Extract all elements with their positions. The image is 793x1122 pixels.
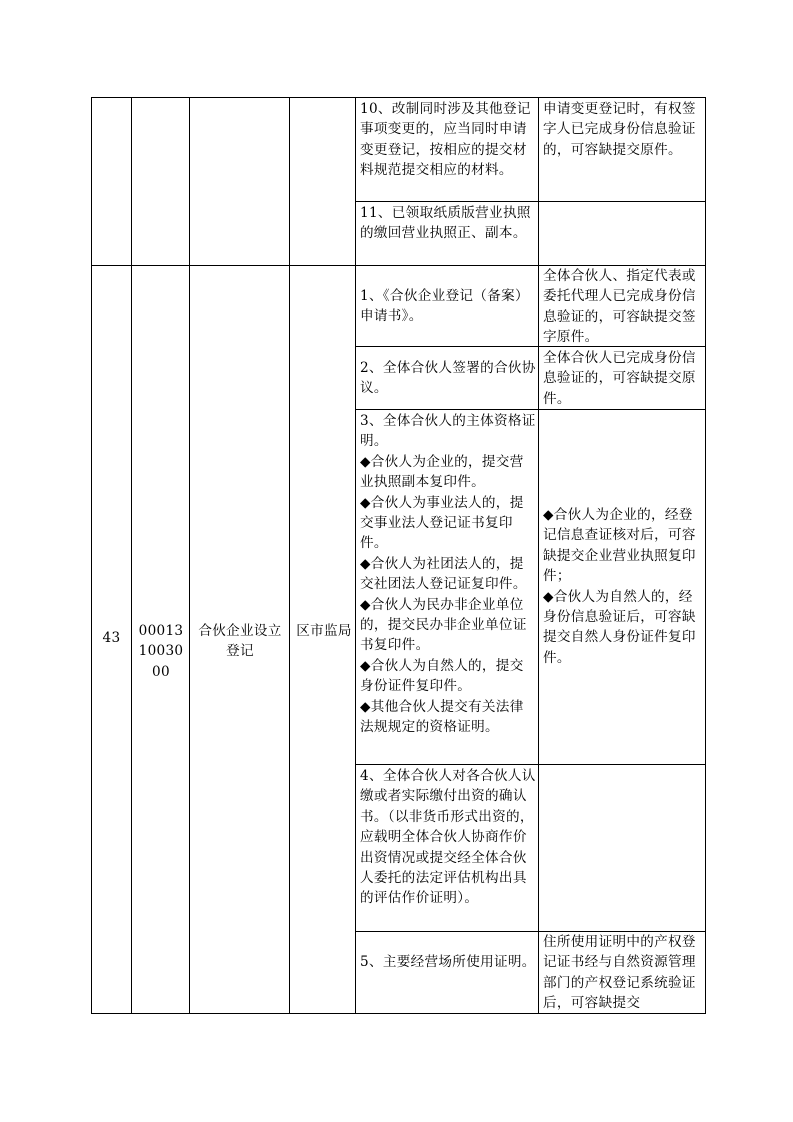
note-line: ◆合伙人为企业的，经登记信息查证核对后，可容缺提交企业营业执照复印件；: [543, 507, 696, 585]
note-cell: 全体合伙人已完成身份信息验证的，可容缺提交原件。: [543, 350, 696, 407]
item-name: 合伙企业设立登记: [198, 623, 282, 660]
note-cell: 申请变更登记时，有权签字人已完成身份信息验证的，可容缺提交原件。: [543, 101, 696, 158]
material-cell: 11、已领取纸质版营业执照的缴回营业执照正、副本。: [360, 205, 531, 242]
material-line: ◆其他合伙人提交有关法律法规规定的资格证明。: [360, 698, 524, 736]
material-line: ◆合伙人为自然人的，提交身份证件复印件。: [360, 657, 524, 695]
material-cell: [360, 411, 537, 738]
material-line: 3、全体合伙人的主体资格证明。: [360, 413, 536, 450]
material-cell: 1、《合伙企业登记（备案）申请书》。: [360, 288, 529, 325]
material-cell: 4、全体合伙人对各合伙人认缴或者实际缴付出资的确认书。（以非货币形式出资的，应载明全体合伙人协商作价出资情况或提交经全体合伙人委托的法定评估机构出具的评估作价证明）。: [360, 768, 536, 907]
material-line: ◆合伙人为民办非企业单位的，提交民办非企业单位证书复印件。: [360, 596, 527, 654]
item-code: 000131003000: [138, 623, 184, 680]
material-cell: 2、全体合伙人签署的合伙协议。: [360, 360, 536, 397]
note-line: ◆合伙人为自然人的，经身份信息验证后，可容缺提交自然人身份证件复印件。: [543, 588, 696, 666]
note-cell: 全体合伙人、指定代表或委托代理人已完成身份信息验证的，可容缺提交签字原件。: [543, 268, 696, 346]
note-cell: 住所使用证明中的产权登记证书经与自然资源管理部门的产权登记系统验证后，可容缺提交: [543, 934, 696, 1012]
material-line: ◆合伙人为社团法人的，提交社团法人登记证复印件。: [360, 555, 527, 593]
material-line: ◆合伙人为事业法人的，提交事业法人登记证书复印件。: [360, 494, 524, 552]
department: 区市监局: [296, 623, 352, 639]
sequence-number: 43: [102, 630, 121, 646]
material-cell: 10、改制同时涉及其他登记事项变更的，应当同时申请变更登记，按相应的提交材料规范提交相应的材料。: [360, 101, 531, 179]
material-cell: 5、主要经营场所使用证明。: [360, 954, 536, 970]
note-cell: [543, 505, 703, 668]
material-line: ◆合伙人为企业的，提交营业执照副本复印件。: [360, 453, 524, 491]
